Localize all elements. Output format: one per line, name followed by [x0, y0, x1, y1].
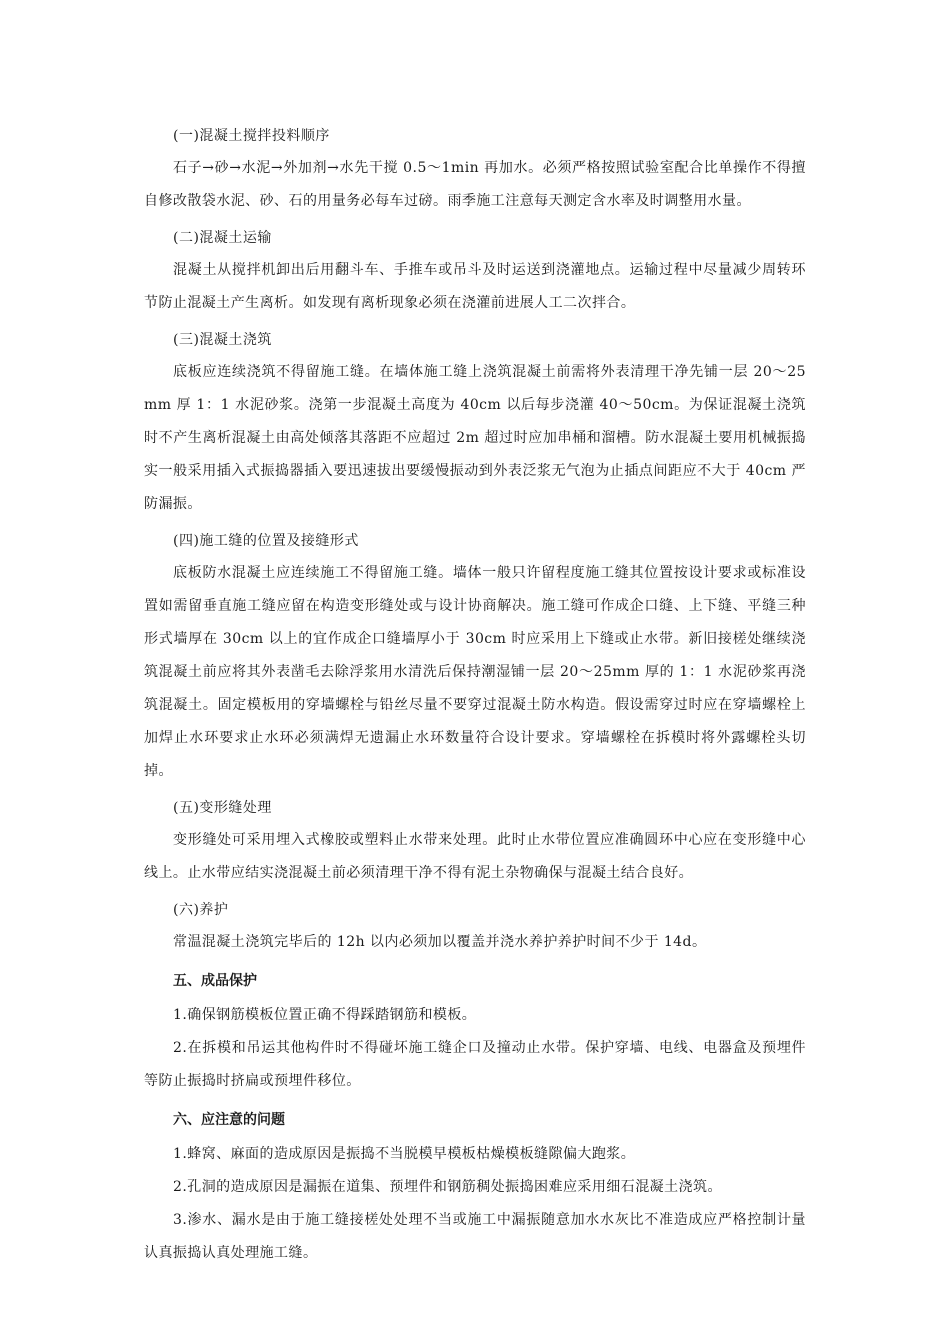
paragraph: 石子→砂→水泥→外加剂→水先干搅 0.5～1min 再加水。必须严格按照试验室配合比单操作不得擅自修改散袋水泥、砂、石的用量务必每车过磅。雨季施工注意每天测定含水率及时调整用水量。	[144, 160, 806, 209]
paragraph: 常温混凝土浇筑完毕后的 12h 以内必须加以覆盖并浇水养护养护时间不少于 14d。	[173, 934, 707, 950]
chapter-heading: 五、成品保护	[173, 973, 257, 989]
paragraph: 底板应连续浇筑不得留施工缝。在墙体施工缝上浇筑混凝土前需将外表清理干净先铺一层 20～25mm 厚 1：1 水泥砂浆。浇第一步混凝土高度为 40cm 以后每步浇灌 40～50cm。为保证混凝土浇筑时不产生离析混凝土由高处倾落其落距不应超过 2m 超过时应加串桶和溜槽。防水混凝土要用机械振捣实一般采用插入式振捣器插入要迅速拔出要缓慢振动到外表泛浆无气泡为止插点间距应不大于 40cm 严防漏振。	[144, 364, 806, 512]
paragraph: 混凝土从搅拌机卸出后用翻斗车、手推车或吊斗及时运送到浇灌地点。运输过程中尽量减少周转环节防止混凝土产生离析。如发现有离析现象必须在浇灌前进展人工二次拌合。	[144, 262, 806, 311]
list-item: 1.确保钢筋模板位置正确不得踩踏钢筋和模板。	[173, 1007, 477, 1023]
section-heading: (五)变形缝处理	[173, 800, 272, 816]
section-heading: (二)混凝土运输	[173, 230, 272, 246]
section-heading: (三)混凝土浇筑	[173, 332, 272, 348]
section-heading: (六)养护	[173, 902, 229, 918]
section-heading: (一)混凝土搅拌投料顺序	[173, 128, 330, 144]
paragraph: 底板防水混凝土应连续施工不得留施工缝。墙体一般只许留程度施工缝其位置按设计要求或标准设置如需留垂直施工缝应留在构造变形缝处或与设计协商解决。施工缝可作成企口缝、上下缝、平缝三种形式墙厚在 30cm 以上的宜作成企口缝墙厚小于 30cm 时应采用上下缝或止水带。新旧接槎处继续浇筑混凝土前应将其外表凿毛去除浮浆用水清洗后保持潮湿铺一层 20～25mm 厚的 1：1 水泥砂浆再浇筑混凝土。固定模板用的穿墙螺栓与铅丝尽量不要穿过混凝土防水构造。假设需穿过时应在穿墙螺栓上加焊止水环要求止水环必须满焊无遗漏止水环数量符合设计要求。穿墙螺栓在拆模时将外露螺栓头切掉。	[144, 565, 806, 779]
list-item: 1.蜂窝、麻面的造成原因是振捣不当脱模早模板枯燥模板缝隙偏大跑浆。	[173, 1146, 636, 1162]
document-body	[144, 116, 806, 1270]
section-heading: (四)施工缝的位置及接缝形式	[173, 533, 359, 549]
list-item: 2.孔洞的造成原因是漏振在道集、预埋件和钢筋稠处振捣困难应采用细石混凝土浇筑。	[173, 1179, 722, 1195]
list-item: 2.在拆模和吊运其他构件时不得碰坏施工缝企口及撞动止水带。保护穿墙、电线、电器盒及预埋件等防止振捣时挤扁或预埋件移位。	[144, 1040, 806, 1089]
list-item: 3.渗水、漏水是由于施工缝接槎处处理不当或施工中漏振随意加水水灰比不准造成应严格控制计量认真振捣认真处理施工缝。	[144, 1212, 806, 1261]
paragraph: 变形缝处可采用埋入式橡胶或塑料止水带来处理。此时止水带位置应准确圆环中心应在变形缝中心线上。止水带应结实浇混凝土前必须清理干净不得有泥土杂物确保与混凝土结合良好。	[144, 832, 806, 881]
chapter-heading: 六、应注意的问题	[173, 1112, 285, 1128]
